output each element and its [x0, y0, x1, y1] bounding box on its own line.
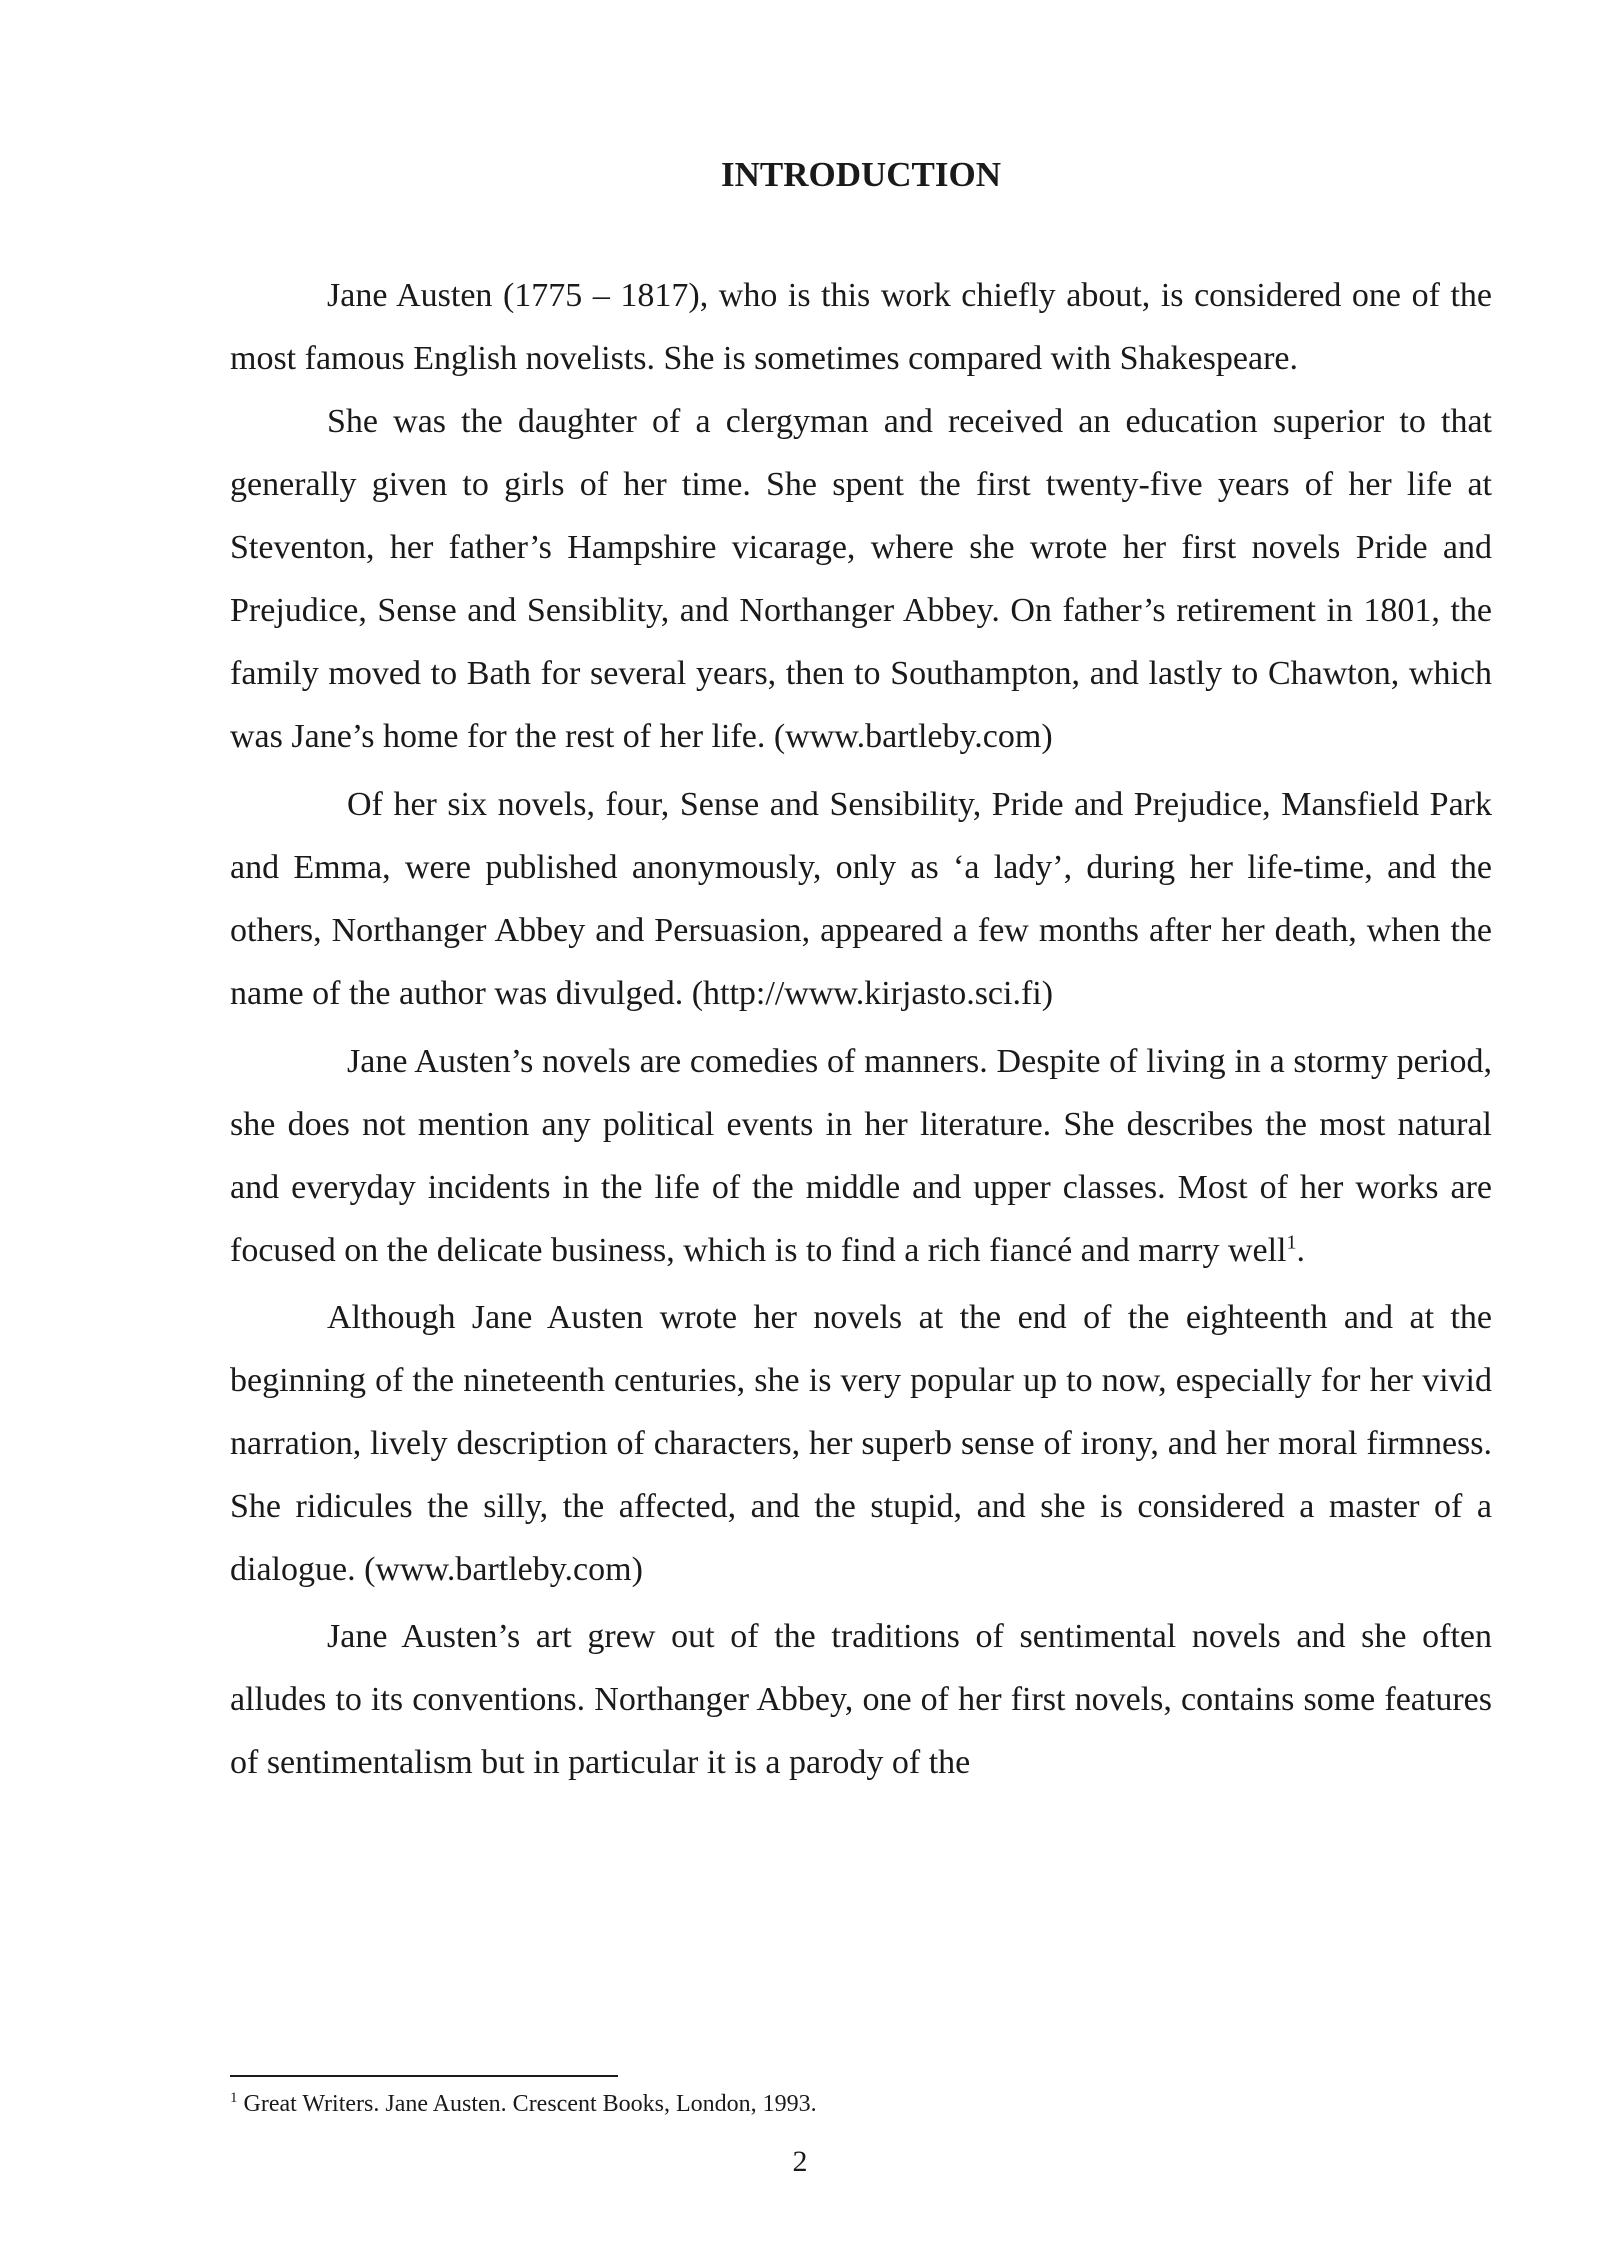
footnote-reference: 1 — [1286, 1231, 1297, 1254]
paragraph-4-text: Jane Austen’s novels are comedies of manners. Despite of living in a stormy period, she does not mention any political events in her literature. She describes the most natural and everyday incidents in the life of the middle and upper classes. Most of her works are focused on the delicate business, which is to find a rich fiancé and marry well — [230, 1043, 1492, 1269]
paragraph-4-end: . — [1296, 1232, 1305, 1269]
footnote — [230, 2087, 1492, 2121]
page-number: 2 — [792, 2145, 808, 2178]
paragraph-3: Of her six novels, four, Sense and Sensibility, Pride and Prejudice, Mansfield Park and Emma, were published anonymously, only as ‘a lady’, during her life-time, and the others, Northanger Abbey and Persuasion, appeared a few months after her death, when the name of the author was divulged. (http://www.kirjasto.sci.fi) — [230, 786, 1492, 1012]
footnote-text: Great Writers. Jane Austen. Crescent Books, London, 1993. — [237, 2091, 817, 2117]
paragraph-6: Jane Austen’s art grew out of the traditions of sentimental novels and she often alludes to its conventions. Northanger Abbey, one of her first novels, contains some features of sentimentalism but in particular it is a parody of the — [230, 1618, 1492, 1781]
footnote-separator — [230, 2075, 618, 2077]
paragraph-1: Jane Austen (1775 – 1817), who is this work chiefly about, is considered one of the most famous English novelists. She is sometimes compared with Shakespeare. — [230, 277, 1492, 377]
body-text — [230, 264, 1492, 1794]
paragraph-4 — [230, 1030, 1492, 1282]
footnote-marker: 1 — [230, 2090, 238, 2106]
paragraph-5: Although Jane Austen wrote her novels at the end of the eighteenth and at the beginning of the nineteenth centuries, she is very popular up to now, especially for her vivid narration, lively description of characters, her superb sense of irony, and her moral firmness. She ridicules the silly, the affected, and the stupid, and she is considered a master of a dialogue. (www.bartleby.com) — [230, 1299, 1492, 1588]
paragraph-2: She was the daughter of a clergyman and received an education superior to that generally given to girls of her time. She spent the first twenty-five years of her life at Steventon, her father’s Hampshire vicarage, where she wrote her first novels Pride and Prejudice, Sense and Sensiblity, and Northanger Abbey. On father’s retirement in 1801, the family moved to Bath for several years, then to Southampton, and lastly to Chawton, which was Jane’s home for the rest of her life. (www.bartleby.com) — [230, 403, 1492, 755]
page-title: INTRODUCTION — [720, 155, 1002, 194]
